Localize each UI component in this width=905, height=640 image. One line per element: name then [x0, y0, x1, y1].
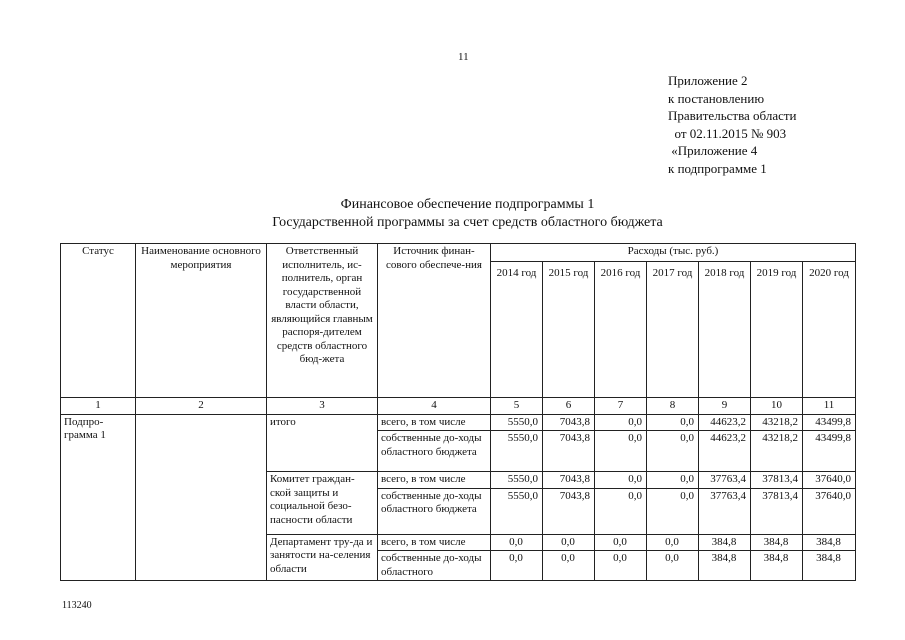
value-cell: 43499,8	[803, 431, 856, 472]
value-cell: 0,0	[491, 551, 543, 581]
column-number: 3	[267, 398, 378, 415]
value-cell: 0,0	[543, 534, 595, 551]
column-number: 9	[699, 398, 751, 415]
value-cell: 37813,4	[751, 488, 803, 534]
header-activity: Наименование основного мероприятия	[136, 244, 267, 398]
value-cell: 384,8	[803, 534, 856, 551]
value-cell: 44623,2	[699, 414, 751, 431]
title-line: Государственной программы за счет средств областного бюджета	[272, 215, 663, 230]
value-cell: 0,0	[595, 414, 647, 431]
source-cell: собственные до-ходы областного бюджета	[378, 488, 491, 534]
appendix-line: Правительства области	[668, 108, 797, 123]
value-cell: 0,0	[647, 414, 699, 431]
value-cell: 43218,2	[751, 431, 803, 472]
header-source: Источник финан-сового обеспече-ния	[378, 244, 491, 398]
source-cell: собственные до-ходы областного бюджета	[378, 431, 491, 472]
value-cell: 0,0	[647, 431, 699, 472]
header-year: 2020 год	[803, 262, 856, 398]
header-year: 2019 год	[751, 262, 803, 398]
value-cell: 0,0	[543, 551, 595, 581]
document-title	[0, 196, 905, 232]
value-cell: 37640,0	[803, 488, 856, 534]
header-status: Статус	[61, 244, 136, 398]
value-cell: 7043,8	[543, 414, 595, 431]
value-cell: 384,8	[803, 551, 856, 581]
value-cell: 7043,8	[543, 472, 595, 489]
value-cell: 0,0	[595, 431, 647, 472]
table-row	[61, 414, 856, 431]
value-cell: 37640,0	[803, 472, 856, 489]
source-cell: всего, в том числе	[378, 472, 491, 489]
appendix-line: «Приложение 4	[668, 143, 758, 158]
column-number: 8	[647, 398, 699, 415]
column-number: 1	[61, 398, 136, 415]
value-cell: 37763,4	[699, 488, 751, 534]
column-number: 4	[378, 398, 491, 415]
value-cell: 5550,0	[491, 488, 543, 534]
header-year: 2016 год	[595, 262, 647, 398]
value-cell: 44623,2	[699, 431, 751, 472]
appendix-line: Приложение 2	[668, 73, 748, 88]
appendix-line: к подпрограмме 1	[668, 160, 767, 176]
appendix-line: от 02.11.2015 № 903	[668, 125, 787, 141]
value-cell: 0,0	[647, 488, 699, 534]
value-cell: 37813,4	[751, 472, 803, 489]
header-executor: Ответственный исполнитель, ис-полнитель, орган государственной власти области, являющийся главным распоря-дителем средств областного бюд-жета	[267, 244, 378, 398]
value-cell: 43218,2	[751, 414, 803, 431]
value-cell: 0,0	[595, 472, 647, 489]
value-cell: 0,0	[647, 534, 699, 551]
column-number: 10	[751, 398, 803, 415]
header-expenses: Расходы (тыс. руб.)	[491, 244, 856, 262]
footer-code: 113240	[62, 600, 92, 611]
value-cell: 384,8	[751, 534, 803, 551]
column-number: 2	[136, 398, 267, 415]
value-cell: 7043,8	[543, 431, 595, 472]
activity-cell	[136, 414, 267, 581]
value-cell: 0,0	[595, 551, 647, 581]
value-cell: 43499,8	[803, 414, 856, 431]
value-cell: 0,0	[595, 534, 647, 551]
source-cell: всего, в том числе	[378, 414, 491, 431]
executor-cell: Департамент тру-да и занятости на-селения области	[267, 534, 378, 581]
column-number: 5	[491, 398, 543, 415]
executor-cell: Комитет граждан-ской защиты и социальной безо-пасности области	[267, 472, 378, 535]
value-cell: 384,8	[699, 551, 751, 581]
value-cell: 384,8	[699, 534, 751, 551]
appendix-line: к постановлению	[668, 90, 765, 106]
value-cell: 7043,8	[543, 488, 595, 534]
column-number: 7	[595, 398, 647, 415]
value-cell: 5550,0	[491, 472, 543, 489]
column-number: 11	[803, 398, 856, 415]
source-cell: всего, в том числе	[378, 534, 491, 551]
title-line: Финансовое обеспечение подпрограммы 1	[340, 197, 595, 212]
column-number: 6	[543, 398, 595, 415]
page-number: 11	[458, 51, 469, 63]
financing-table	[60, 243, 856, 581]
executor-cell: итого	[267, 414, 378, 472]
source-cell: собственные до-ходы областного	[378, 551, 491, 581]
value-cell: 0,0	[647, 472, 699, 489]
value-cell: 0,0	[595, 488, 647, 534]
value-cell: 0,0	[491, 534, 543, 551]
appendix-block	[668, 72, 797, 177]
value-cell: 5550,0	[491, 431, 543, 472]
header-year: 2014 год	[491, 262, 543, 398]
value-cell: 37763,4	[699, 472, 751, 489]
status-cell: Подпро-грамма 1	[61, 414, 136, 581]
value-cell: 384,8	[751, 551, 803, 581]
value-cell: 5550,0	[491, 414, 543, 431]
header-year: 2015 год	[543, 262, 595, 398]
value-cell: 0,0	[647, 551, 699, 581]
header-year: 2017 год	[647, 262, 699, 398]
header-year: 2018 год	[699, 262, 751, 398]
